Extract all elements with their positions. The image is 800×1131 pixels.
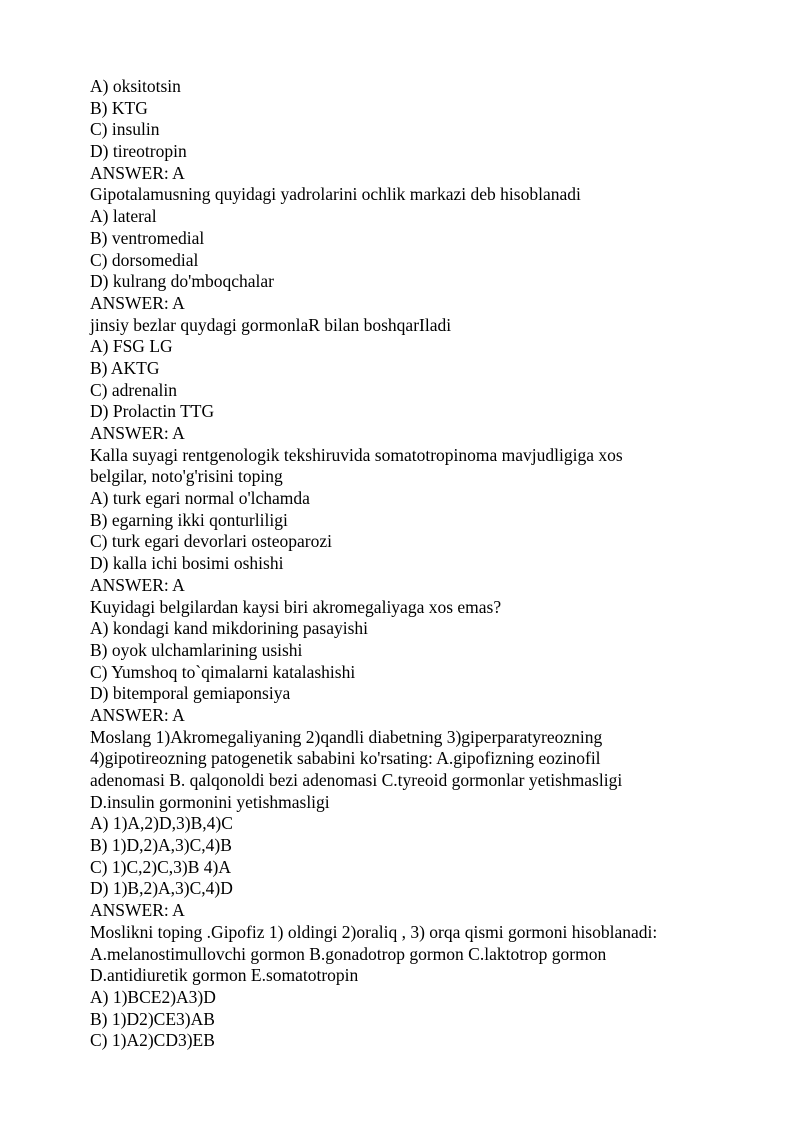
text-line: A) oksitotsin xyxy=(90,76,181,96)
text-line: A) lateral xyxy=(90,206,157,227)
text-line: Kuyidagi belgilardan kaysi biri akromegaliyaga xos emas? xyxy=(90,596,502,617)
text-line: C) 1)C,2)C,3)B 4)A xyxy=(90,856,231,877)
text-line: B) KTG xyxy=(90,97,148,118)
text-line: Kalla suyagi rentgenologik tekshiruvida somatotropinoma mavjudligiga xos xyxy=(90,444,623,465)
text-line: B) egarning ikki qonturliligi xyxy=(90,509,288,530)
text-line: ANSWER: A xyxy=(90,292,185,313)
text-line: ANSWER: A xyxy=(90,423,185,443)
text-line: B) ventromedial xyxy=(90,227,205,248)
text-line: A) 1)BCE2)A3)D xyxy=(90,986,216,1007)
text-line: ANSWER: A xyxy=(90,162,185,183)
text-line: A) kondagi kand mikdorining pasayishi xyxy=(90,618,369,639)
text-line: ANSWER: A xyxy=(90,704,185,725)
text-line: C) turk egari devorlari osteoparozi xyxy=(90,531,332,552)
document-page xyxy=(90,76,770,1052)
text-line: D) bitemporal gemiaponsiya xyxy=(90,683,291,704)
text-line: adenomasi B. qalqonoldi bezi adenomasi C.tyreoid gormonlar yetishmasligi xyxy=(90,770,623,790)
text-line: 4)gipotireozning patogenetik sababini ko'rsating: A.gipofizning eozinofil xyxy=(90,748,601,769)
text-line: C) dorsomedial xyxy=(90,249,199,270)
text-line: A) 1)A,2)D,3)B,4)C xyxy=(90,813,233,834)
text-line: B) AKTG xyxy=(90,357,160,378)
text-line: D) tireotropin xyxy=(90,141,187,162)
text-line: ANSWER: A xyxy=(90,900,185,921)
text-line: D.antidiuretik gormon E.somatotropin xyxy=(90,965,359,986)
text-line: jinsiy bezlar quydagi gormonlaR bilan boshqarIladi xyxy=(90,314,452,335)
text-line: ANSWER: A xyxy=(90,574,185,595)
text-line: D) Prolactin TTG xyxy=(90,401,215,422)
text-line: C) insulin xyxy=(90,119,160,140)
text-line: D) kalla ichi bosimi oshishi xyxy=(90,553,284,574)
text-line: C) adrenalin xyxy=(90,379,177,400)
text-line: Moslikni toping .Gipofiz 1) oldingi 2)oraliq , 3) orqa qismi gormoni hisoblanadi: xyxy=(90,921,658,942)
text-line: Moslang 1)Akromegaliyaning 2)qandli diabetning 3)giperparatyreozning xyxy=(90,726,603,747)
text-line: D) kulrang do'mboqchalar xyxy=(90,271,274,292)
text-line: B) oyok ulchamlarining usishi xyxy=(90,639,303,660)
text-line: C) 1)A2)CD3)EB xyxy=(90,1030,215,1051)
text-line: belgilar, noto'g'risini toping xyxy=(90,466,283,487)
text-line: B) 1)D,2)A,3)C,4)B xyxy=(90,835,232,856)
text-line: A) FSG LG xyxy=(90,336,173,357)
text-line: Gipotalamusning quyidagi yadrolarini ochlik markazi deb hisoblanadi xyxy=(90,184,581,205)
text-line: D) 1)B,2)A,3)C,4)D xyxy=(90,878,233,899)
text-line: B) 1)D2)CE3)AB xyxy=(90,1008,215,1029)
text-line: D.insulin gormonini yetishmasligi xyxy=(90,791,330,812)
text-line: A) turk egari normal o'lchamda xyxy=(90,488,310,509)
text-line: A.melanostimullovchi gormon B.gonadotrop gormon C.laktotrop gormon xyxy=(90,943,607,964)
text-line: C) Yumshoq to`qimalarni katalashishi xyxy=(90,661,356,682)
